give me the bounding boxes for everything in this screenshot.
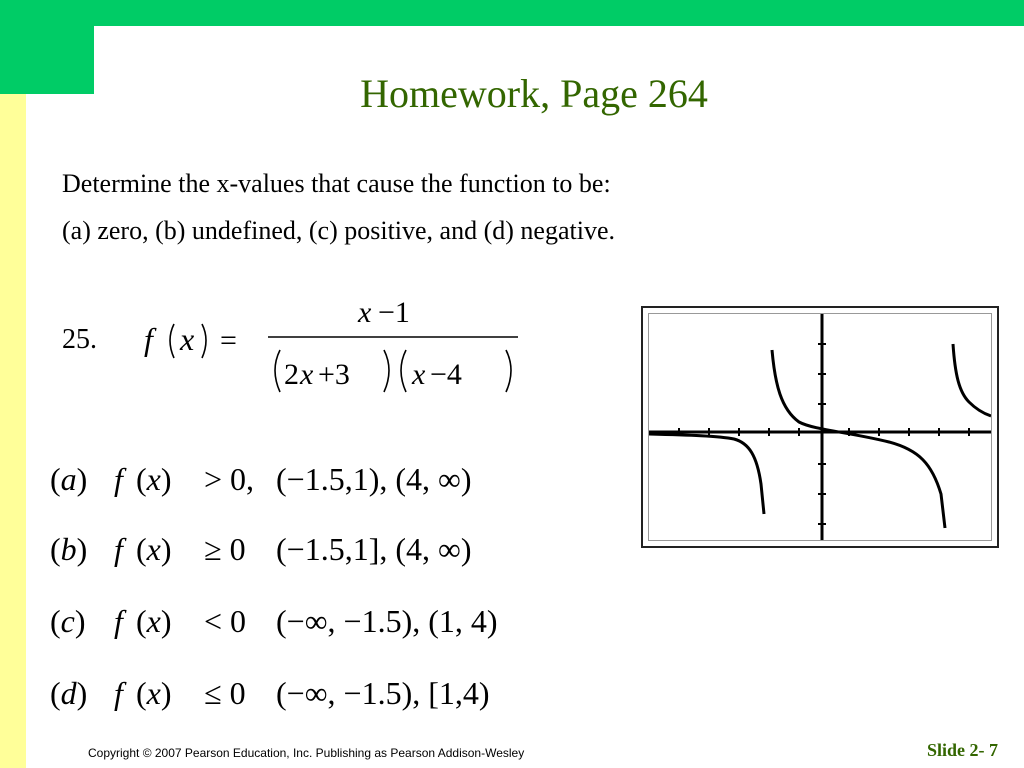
answer-d-letter: d xyxy=(60,675,77,711)
answer-a-intervals: (−1.5,1), (4, ∞) xyxy=(276,461,472,497)
svg-text:(x): (x) xyxy=(136,603,172,639)
problem-number: 25. xyxy=(62,324,97,355)
answer-b-relation: ≥ 0 xyxy=(204,531,246,567)
eq-den-minus4: −4 xyxy=(430,358,462,391)
svg-text:f: f xyxy=(114,461,123,497)
svg-text:f: f xyxy=(114,675,123,711)
slide-title: Homework, Page 264 xyxy=(360,71,708,116)
eq-den-x2: x xyxy=(412,358,426,391)
svg-text:(a): (a) xyxy=(50,461,88,497)
svg-text:(x): (x) xyxy=(136,531,172,567)
slide-number: Slide 2- 7 xyxy=(926,740,998,760)
answer-c-letter: c xyxy=(60,603,75,639)
svg-text:f: f xyxy=(114,531,123,567)
answer-d-intervals: (−∞, −1.5), [1,4) xyxy=(276,675,490,711)
answer-c xyxy=(44,590,644,652)
svg-text:(x): (x) xyxy=(136,461,172,497)
answer-c-relation: < 0 xyxy=(204,603,247,639)
answer-b-letter: b xyxy=(60,531,77,567)
svg-text:(x): (x) xyxy=(136,675,172,711)
answer-b xyxy=(44,518,644,580)
answer-d xyxy=(44,662,644,724)
svg-text:(c): (c) xyxy=(50,603,86,639)
instruction-line-1: Determine the x-values that cause the function to be: xyxy=(62,169,611,198)
svg-text:(b): (b) xyxy=(50,531,88,567)
answer-a xyxy=(44,448,644,510)
graph-plot xyxy=(649,314,991,540)
svg-text:(d): (d) xyxy=(50,675,88,711)
function-equation xyxy=(130,280,530,410)
answer-a-letter: a xyxy=(60,461,77,497)
eq-equals: = xyxy=(220,324,237,357)
eq-den-x1: x xyxy=(300,358,314,391)
eq-den-2: 2 xyxy=(284,358,299,391)
answer-b-intervals: (−1.5,1], (4, ∞) xyxy=(276,531,472,567)
eq-x: x xyxy=(180,321,195,357)
graph-window xyxy=(648,313,992,541)
eq-f: f xyxy=(144,321,153,357)
eq-num-rest: −1 xyxy=(378,296,410,329)
curve-branch-right xyxy=(953,344,991,416)
eq-den-plus3: +3 xyxy=(318,358,350,391)
answer-c-intervals: (−∞, −1.5), (1, 4) xyxy=(276,603,498,639)
answer-a-relation: > 0, xyxy=(204,461,255,497)
instruction-line-2: (a) zero, (b) undefined, (c) positive, and (d) negative. xyxy=(62,216,615,245)
function-graph xyxy=(641,306,999,548)
top-accent-bar xyxy=(0,0,1024,26)
answer-d-relation: ≤ 0 xyxy=(204,675,246,711)
curve-branch-left xyxy=(649,434,764,514)
eq-num-x: x xyxy=(358,296,372,329)
curve-branch-middle xyxy=(772,350,945,528)
svg-text:f: f xyxy=(114,603,123,639)
copyright-footer: Copyright © 2007 Pearson Education, Inc. Publishing as Pearson Addison-Wesley xyxy=(88,746,525,760)
